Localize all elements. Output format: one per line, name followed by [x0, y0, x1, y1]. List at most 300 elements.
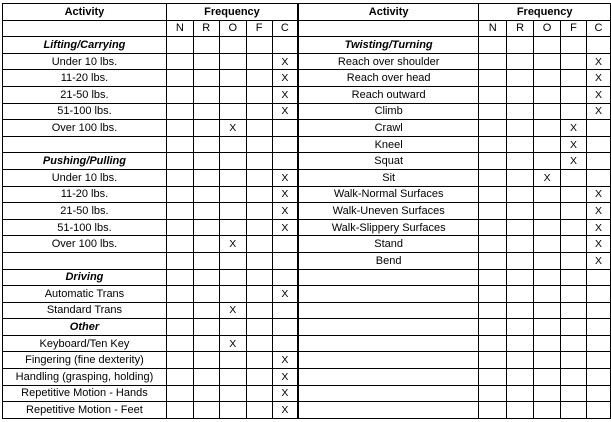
- code-c-left: C: [272, 20, 298, 37]
- frequency-mark-r-right: [507, 286, 534, 303]
- frequency-mark-o-right: [534, 335, 561, 352]
- table-row: [3, 86, 611, 103]
- frequency-mark-c-left: [272, 120, 298, 137]
- frequency-mark-f-right: X: [561, 153, 587, 170]
- activity-label-right: [298, 286, 479, 303]
- frequency-mark-n-left: [166, 120, 193, 137]
- frequency-mark-n-left: [166, 136, 193, 153]
- frequency-mark-f-left: [246, 236, 272, 253]
- activity-label-left: Under 10 lbs.: [3, 169, 167, 186]
- frequency-mark-r-left: [193, 402, 219, 419]
- frequency-mark-r-left: [193, 153, 219, 170]
- frequency-mark-r-left: [193, 369, 219, 386]
- frequency-mark-n-left: [166, 269, 193, 286]
- frequency-mark-n-left: [166, 70, 193, 87]
- frequency-mark-r-left: [193, 385, 219, 402]
- frequency-mark-f-left: [246, 136, 272, 153]
- frequency-mark-c-left: [272, 136, 298, 153]
- activity-label-left: Repetitive Motion - Feet: [3, 402, 167, 419]
- frequency-mark-n-right: [479, 369, 507, 386]
- frequency-mark-o-right: [534, 286, 561, 303]
- activity-label-right: [298, 302, 479, 319]
- frequency-mark-c-right: X: [586, 186, 610, 203]
- frequency-mark-o-right: X: [534, 169, 561, 186]
- activity-label-left: [3, 136, 167, 153]
- activity-label-right: Stand: [298, 236, 479, 253]
- frequency-mark-c-left: [272, 269, 298, 286]
- frequency-mark-o-left: [219, 286, 246, 303]
- frequency-mark-n-right: [479, 169, 507, 186]
- activity-label-left: 11-20 lbs.: [3, 186, 167, 203]
- frequency-mark-o-left: [219, 352, 246, 369]
- frequency-mark-o-right: [534, 203, 561, 220]
- code-r-left: R: [193, 20, 219, 37]
- frequency-mark-r-right: [507, 236, 534, 253]
- frequency-mark-r-right: [507, 385, 534, 402]
- frequency-mark-o-right: [534, 103, 561, 120]
- frequency-mark-n-right: [479, 252, 507, 269]
- frequency-header-right: Frequency: [479, 4, 611, 21]
- frequency-mark-n-left: [166, 53, 193, 70]
- frequency-mark-c-left: [272, 319, 298, 336]
- table-row: [3, 186, 611, 203]
- activity-label-left: Fingering (fine dexterity): [3, 352, 167, 369]
- frequency-mark-f-right: [561, 37, 587, 54]
- frequency-mark-f-right: [561, 53, 587, 70]
- activity-label-right: Walk-Uneven Surfaces: [298, 203, 479, 220]
- frequency-mark-c-left: X: [272, 186, 298, 203]
- frequency-mark-r-right: [507, 203, 534, 220]
- frequency-mark-r-right: [507, 103, 534, 120]
- code-c-right: C: [586, 20, 610, 37]
- frequency-mark-r-left: [193, 252, 219, 269]
- code-o-right: O: [534, 20, 561, 37]
- frequency-mark-r-right: [507, 53, 534, 70]
- activity-label-right: [298, 402, 479, 419]
- frequency-mark-o-right: [534, 302, 561, 319]
- activity-label-right: Walk-Normal Surfaces: [298, 186, 479, 203]
- frequency-mark-f-left: [246, 385, 272, 402]
- frequency-mark-r-right: [507, 369, 534, 386]
- activity-label-right: Kneel: [298, 136, 479, 153]
- frequency-mark-f-left: [246, 319, 272, 336]
- frequency-mark-n-right: [479, 286, 507, 303]
- frequency-mark-c-left: X: [272, 219, 298, 236]
- frequency-mark-c-right: [586, 402, 610, 419]
- frequency-mark-r-right: [507, 402, 534, 419]
- frequency-mark-n-right: [479, 186, 507, 203]
- activity-label-left: Automatic Trans: [3, 286, 167, 303]
- frequency-mark-f-right: [561, 352, 587, 369]
- frequency-mark-f-left: [246, 37, 272, 54]
- frequency-mark-o-right: [534, 120, 561, 137]
- table-row: [3, 236, 611, 253]
- table-row: [3, 269, 611, 286]
- frequency-mark-r-left: [193, 169, 219, 186]
- frequency-mark-r-left: [193, 53, 219, 70]
- frequency-mark-o-left: [219, 103, 246, 120]
- frequency-mark-r-right: [507, 302, 534, 319]
- frequency-mark-r-left: [193, 37, 219, 54]
- frequency-mark-o-left: [219, 319, 246, 336]
- frequency-mark-c-left: X: [272, 169, 298, 186]
- blank-cell: [298, 20, 479, 37]
- frequency-mark-r-right: [507, 70, 534, 87]
- frequency-mark-r-right: [507, 252, 534, 269]
- table-row: [3, 319, 611, 336]
- frequency-mark-n-left: [166, 203, 193, 220]
- activity-label-right: Reach outward: [298, 86, 479, 103]
- frequency-mark-o-right: [534, 369, 561, 386]
- frequency-mark-n-right: [479, 302, 507, 319]
- frequency-mark-o-left: [219, 186, 246, 203]
- frequency-mark-n-left: [166, 103, 193, 120]
- table-row: [3, 402, 611, 419]
- frequency-mark-o-left: [219, 385, 246, 402]
- frequency-mark-c-right: [586, 286, 610, 303]
- frequency-mark-o-left: [219, 219, 246, 236]
- frequency-mark-n-left: [166, 86, 193, 103]
- frequency-mark-r-left: [193, 335, 219, 352]
- frequency-mark-n-right: [479, 335, 507, 352]
- frequency-mark-c-left: X: [272, 103, 298, 120]
- frequency-mark-r-left: [193, 186, 219, 203]
- frequency-mark-o-right: [534, 70, 561, 87]
- frequency-mark-c-left: X: [272, 286, 298, 303]
- frequency-mark-o-left: [219, 252, 246, 269]
- activity-label-right: Reach over shoulder: [298, 53, 479, 70]
- frequency-mark-c-left: X: [272, 86, 298, 103]
- frequency-mark-c-right: [586, 302, 610, 319]
- activity-label-right: Crawl: [298, 120, 479, 137]
- frequency-mark-o-right: [534, 86, 561, 103]
- frequency-mark-o-right: [534, 385, 561, 402]
- frequency-mark-o-right: [534, 219, 561, 236]
- frequency-mark-f-left: [246, 369, 272, 386]
- table-row: [3, 252, 611, 269]
- frequency-mark-f-right: [561, 269, 587, 286]
- frequency-mark-r-right: [507, 335, 534, 352]
- frequency-mark-f-left: [246, 402, 272, 419]
- frequency-mark-c-left: X: [272, 402, 298, 419]
- frequency-mark-o-right: [534, 319, 561, 336]
- frequency-mark-c-left: X: [272, 352, 298, 369]
- frequency-mark-o-left: [219, 136, 246, 153]
- frequency-mark-f-right: [561, 335, 587, 352]
- frequency-mark-n-left: [166, 286, 193, 303]
- frequency-mark-o-left: X: [219, 302, 246, 319]
- frequency-mark-c-right: [586, 352, 610, 369]
- activity-label-left: Standard Trans: [3, 302, 167, 319]
- frequency-mark-r-right: [507, 352, 534, 369]
- table-row: [3, 203, 611, 220]
- frequency-mark-f-right: [561, 402, 587, 419]
- frequency-mark-c-left: [272, 37, 298, 54]
- frequency-mark-f-right: [561, 319, 587, 336]
- frequency-mark-f-left: [246, 302, 272, 319]
- table-row: [3, 136, 611, 153]
- activity-label-left: Under 10 lbs.: [3, 53, 167, 70]
- frequency-mark-n-right: [479, 86, 507, 103]
- table-row: [3, 103, 611, 120]
- frequency-mark-f-left: [246, 86, 272, 103]
- frequency-mark-c-left: X: [272, 53, 298, 70]
- frequency-mark-f-right: [561, 369, 587, 386]
- frequency-mark-f-right: [561, 86, 587, 103]
- frequency-mark-n-left: [166, 402, 193, 419]
- frequency-mark-c-right: X: [586, 236, 610, 253]
- frequency-mark-o-left: [219, 86, 246, 103]
- frequency-mark-c-right: [586, 153, 610, 170]
- frequency-mark-r-right: [507, 120, 534, 137]
- frequency-mark-f-left: [246, 103, 272, 120]
- frequency-mark-n-left: [166, 219, 193, 236]
- table-row: [3, 120, 611, 137]
- frequency-mark-f-right: [561, 203, 587, 220]
- frequency-mark-c-left: X: [272, 385, 298, 402]
- activity-label-right: [298, 269, 479, 286]
- table-row: [3, 219, 611, 236]
- table-row: [3, 352, 611, 369]
- frequency-mark-n-right: [479, 402, 507, 419]
- frequency-mark-n-left: [166, 153, 193, 170]
- frequency-mark-f-left: [246, 219, 272, 236]
- frequency-mark-c-right: [586, 169, 610, 186]
- header-row: [3, 4, 611, 21]
- frequency-mark-o-left: X: [219, 120, 246, 137]
- frequency-mark-c-right: [586, 319, 610, 336]
- frequency-mark-n-right: [479, 269, 507, 286]
- physical-demands-table: [2, 3, 611, 419]
- frequency-mark-o-left: [219, 70, 246, 87]
- activity-label-right: [298, 385, 479, 402]
- frequency-mark-f-right: [561, 103, 587, 120]
- frequency-mark-n-left: [166, 369, 193, 386]
- frequency-mark-r-left: [193, 70, 219, 87]
- table-row: [3, 153, 611, 170]
- frequency-mark-n-right: [479, 103, 507, 120]
- frequency-mark-f-right: [561, 385, 587, 402]
- table-row: [3, 385, 611, 402]
- frequency-mark-c-right: [586, 136, 610, 153]
- frequency-mark-r-left: [193, 86, 219, 103]
- frequency-mark-r-right: [507, 86, 534, 103]
- activity-label-left: 21-50 lbs.: [3, 203, 167, 220]
- table-row: [3, 302, 611, 319]
- frequency-mark-n-right: [479, 70, 507, 87]
- activity-label-left: Over 100 lbs.: [3, 120, 167, 137]
- frequency-mark-f-right: X: [561, 136, 587, 153]
- frequency-code-row: [3, 20, 611, 37]
- code-n-right: N: [479, 20, 507, 37]
- frequency-mark-n-right: [479, 136, 507, 153]
- frequency-mark-c-right: [586, 269, 610, 286]
- frequency-mark-n-left: [166, 302, 193, 319]
- frequency-mark-n-right: [479, 53, 507, 70]
- frequency-mark-n-left: [166, 169, 193, 186]
- frequency-mark-r-left: [193, 319, 219, 336]
- frequency-mark-n-left: [166, 352, 193, 369]
- activity-label-left: Keyboard/Ten Key: [3, 335, 167, 352]
- frequency-mark-n-left: [166, 236, 193, 253]
- frequency-header-left: Frequency: [166, 4, 298, 21]
- frequency-mark-f-right: [561, 219, 587, 236]
- frequency-mark-n-left: [166, 385, 193, 402]
- frequency-mark-n-left: [166, 335, 193, 352]
- frequency-mark-c-left: [272, 335, 298, 352]
- frequency-mark-r-right: [507, 169, 534, 186]
- frequency-mark-o-right: [534, 37, 561, 54]
- frequency-mark-c-left: [272, 252, 298, 269]
- blank-cell: [3, 20, 167, 37]
- frequency-mark-c-left: [272, 302, 298, 319]
- frequency-mark-o-left: [219, 53, 246, 70]
- frequency-mark-n-right: [479, 120, 507, 137]
- code-r-right: R: [507, 20, 534, 37]
- frequency-mark-f-right: X: [561, 120, 587, 137]
- frequency-mark-r-left: [193, 103, 219, 120]
- frequency-mark-c-right: [586, 37, 610, 54]
- frequency-mark-f-right: [561, 169, 587, 186]
- frequency-mark-n-right: [479, 37, 507, 54]
- activity-label-right: [298, 352, 479, 369]
- activity-header-right: Activity: [298, 4, 479, 21]
- activity-label-right: Reach over head: [298, 70, 479, 87]
- frequency-mark-o-left: [219, 37, 246, 54]
- frequency-mark-r-right: [507, 319, 534, 336]
- frequency-mark-o-right: [534, 186, 561, 203]
- frequency-mark-r-left: [193, 302, 219, 319]
- frequency-mark-c-left: X: [272, 203, 298, 220]
- frequency-mark-o-right: [534, 352, 561, 369]
- frequency-mark-f-left: [246, 186, 272, 203]
- activity-label-right: [298, 335, 479, 352]
- table-row: [3, 169, 611, 186]
- frequency-mark-n-right: [479, 385, 507, 402]
- frequency-mark-r-left: [193, 136, 219, 153]
- frequency-mark-r-right: [507, 269, 534, 286]
- frequency-mark-c-right: [586, 335, 610, 352]
- code-o-left: O: [219, 20, 246, 37]
- frequency-mark-r-left: [193, 269, 219, 286]
- activity-label-right: Squat: [298, 153, 479, 170]
- frequency-mark-n-left: [166, 319, 193, 336]
- frequency-mark-f-left: [246, 269, 272, 286]
- frequency-mark-c-right: [586, 369, 610, 386]
- activity-label-left: Driving: [3, 269, 167, 286]
- frequency-mark-r-left: [193, 120, 219, 137]
- activity-label-left: Repetitive Motion - Hands: [3, 385, 167, 402]
- activity-label-left: [3, 252, 167, 269]
- activity-label-left: 51-100 lbs.: [3, 103, 167, 120]
- frequency-mark-r-right: [507, 186, 534, 203]
- code-n-left: N: [166, 20, 193, 37]
- frequency-mark-o-left: X: [219, 236, 246, 253]
- frequency-mark-c-right: X: [586, 203, 610, 220]
- frequency-mark-c-left: [272, 236, 298, 253]
- frequency-mark-o-right: [534, 136, 561, 153]
- frequency-mark-f-right: [561, 302, 587, 319]
- activity-label-right: Walk-Slippery Surfaces: [298, 219, 479, 236]
- frequency-mark-f-left: [246, 335, 272, 352]
- frequency-mark-n-right: [479, 352, 507, 369]
- frequency-mark-o-left: [219, 402, 246, 419]
- frequency-mark-o-left: [219, 153, 246, 170]
- activity-label-right: Bend: [298, 252, 479, 269]
- table-row: [3, 286, 611, 303]
- frequency-mark-f-right: [561, 70, 587, 87]
- frequency-mark-f-left: [246, 286, 272, 303]
- frequency-mark-r-left: [193, 203, 219, 220]
- activity-label-left: Over 100 lbs.: [3, 236, 167, 253]
- frequency-mark-f-left: [246, 120, 272, 137]
- frequency-mark-o-left: [219, 203, 246, 220]
- frequency-mark-c-left: [272, 153, 298, 170]
- frequency-mark-r-right: [507, 136, 534, 153]
- frequency-mark-o-right: [534, 269, 561, 286]
- frequency-mark-r-right: [507, 37, 534, 54]
- activity-label-left: 51-100 lbs.: [3, 219, 167, 236]
- table-row: [3, 369, 611, 386]
- frequency-mark-c-right: X: [586, 70, 610, 87]
- frequency-mark-n-right: [479, 236, 507, 253]
- activity-label-left: Pushing/Pulling: [3, 153, 167, 170]
- frequency-mark-c-right: X: [586, 103, 610, 120]
- frequency-mark-o-left: [219, 269, 246, 286]
- frequency-mark-o-right: [534, 252, 561, 269]
- frequency-mark-c-left: X: [272, 369, 298, 386]
- activity-label-right: [298, 369, 479, 386]
- frequency-mark-c-left: X: [272, 70, 298, 87]
- frequency-mark-r-right: [507, 153, 534, 170]
- frequency-mark-n-left: [166, 186, 193, 203]
- frequency-mark-n-left: [166, 37, 193, 54]
- frequency-mark-f-right: [561, 286, 587, 303]
- frequency-mark-r-left: [193, 236, 219, 253]
- frequency-mark-c-right: [586, 385, 610, 402]
- frequency-mark-o-right: [534, 402, 561, 419]
- frequency-mark-f-right: [561, 236, 587, 253]
- frequency-mark-f-right: [561, 186, 587, 203]
- frequency-mark-r-right: [507, 219, 534, 236]
- table-row: [3, 53, 611, 70]
- frequency-mark-f-left: [246, 153, 272, 170]
- frequency-mark-n-right: [479, 219, 507, 236]
- frequency-mark-n-right: [479, 319, 507, 336]
- activity-label-right: Sit: [298, 169, 479, 186]
- frequency-mark-o-right: [534, 53, 561, 70]
- frequency-mark-o-right: [534, 153, 561, 170]
- activity-label-left: 11-20 lbs.: [3, 70, 167, 87]
- frequency-mark-c-right: X: [586, 53, 610, 70]
- frequency-mark-c-right: [586, 120, 610, 137]
- table-row: [3, 335, 611, 352]
- frequency-mark-r-left: [193, 352, 219, 369]
- frequency-mark-o-left: [219, 369, 246, 386]
- frequency-mark-c-right: X: [586, 219, 610, 236]
- activity-label-left: 21-50 lbs.: [3, 86, 167, 103]
- frequency-mark-n-right: [479, 203, 507, 220]
- frequency-mark-o-right: [534, 236, 561, 253]
- activity-label-right: Twisting/Turning: [298, 37, 479, 54]
- frequency-mark-r-left: [193, 286, 219, 303]
- frequency-mark-c-right: X: [586, 86, 610, 103]
- frequency-mark-f-left: [246, 252, 272, 269]
- code-f-left: F: [246, 20, 272, 37]
- frequency-mark-f-left: [246, 352, 272, 369]
- table-row: [3, 37, 611, 54]
- activity-label-right: Climb: [298, 103, 479, 120]
